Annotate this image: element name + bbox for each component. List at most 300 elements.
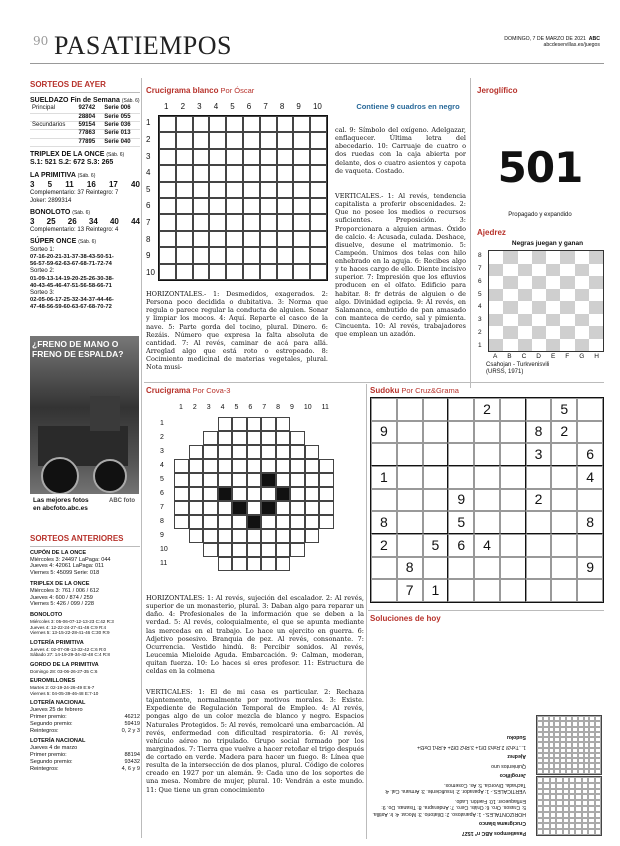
chess-square[interactable]	[503, 339, 517, 352]
chess-board[interactable]	[488, 250, 604, 352]
chess-square[interactable]	[575, 276, 589, 289]
sudoku-cell[interactable]	[526, 579, 552, 602]
grid-cell[interactable]	[243, 231, 260, 247]
sudoku-cell[interactable]	[423, 421, 449, 444]
chess-square[interactable]	[503, 251, 517, 264]
grid-cell[interactable]	[193, 116, 210, 132]
grid-cell[interactable]	[261, 557, 276, 571]
grid-cell[interactable]	[189, 445, 204, 459]
grid-cell[interactable]	[209, 182, 226, 198]
grid-cell[interactable]	[193, 132, 210, 148]
sudoku-cell[interactable]: 1	[371, 466, 397, 489]
grid-cell[interactable]	[305, 487, 320, 501]
promo-photo[interactable]	[30, 336, 139, 516]
grid-cell[interactable]	[193, 264, 210, 280]
grid-cell[interactable]	[305, 501, 320, 515]
grid-cell[interactable]	[218, 515, 233, 529]
chess-square[interactable]	[532, 276, 546, 289]
grid-cell[interactable]	[305, 459, 320, 473]
sudoku-cell[interactable]	[474, 579, 500, 602]
grid-cell[interactable]	[276, 431, 291, 445]
grid-cell[interactable]	[226, 149, 243, 165]
grid-cell[interactable]	[261, 543, 276, 557]
chess-square[interactable]	[575, 264, 589, 277]
grid-cell[interactable]	[277, 182, 294, 198]
grid-cell[interactable]	[193, 231, 210, 247]
grid-cell[interactable]	[261, 515, 276, 529]
grid-cell[interactable]	[193, 149, 210, 165]
grid-cell[interactable]	[277, 165, 294, 181]
chess-square[interactable]	[546, 326, 560, 339]
grid-cell[interactable]	[218, 431, 233, 445]
sudoku-cell[interactable]: 9	[448, 489, 474, 512]
chess-square[interactable]	[546, 314, 560, 327]
grid-cell[interactable]	[232, 529, 247, 543]
grid-cell[interactable]	[261, 487, 276, 501]
chess-square[interactable]	[589, 264, 603, 277]
chess-square[interactable]	[589, 289, 603, 302]
sudoku-cell[interactable]	[474, 421, 500, 444]
sudoku-grid[interactable]	[370, 397, 604, 603]
grid-cell[interactable]	[243, 182, 260, 198]
chess-square[interactable]	[503, 289, 517, 302]
sudoku-cell[interactable]	[397, 398, 423, 421]
sudoku-cell[interactable]	[397, 534, 423, 557]
chess-square[interactable]	[546, 339, 560, 352]
sudoku-cell[interactable]	[371, 557, 397, 580]
grid-cell[interactable]	[159, 247, 176, 263]
grid-cell[interactable]	[293, 165, 310, 181]
grid-cell[interactable]	[310, 165, 327, 181]
sudoku-cell[interactable]	[500, 443, 526, 466]
chess-square[interactable]	[560, 276, 574, 289]
sudoku-cell[interactable]	[526, 557, 552, 580]
grid-cell[interactable]	[293, 132, 310, 148]
grid-cell[interactable]	[260, 198, 277, 214]
chess-square[interactable]	[560, 301, 574, 314]
grid-cell[interactable]	[243, 264, 260, 280]
grid-cell[interactable]	[260, 231, 277, 247]
grid-cell[interactable]	[232, 473, 247, 487]
grid-cell[interactable]	[293, 198, 310, 214]
grid-cell[interactable]	[226, 132, 243, 148]
sudoku-cell[interactable]	[423, 398, 449, 421]
sudoku-cell[interactable]	[500, 466, 526, 489]
grid-cell[interactable]	[176, 116, 193, 132]
grid-cell[interactable]	[310, 182, 327, 198]
grid-cell[interactable]	[203, 543, 218, 557]
grid-cell[interactable]	[260, 149, 277, 165]
grid-cell[interactable]	[277, 149, 294, 165]
chess-square[interactable]	[589, 301, 603, 314]
chess-square[interactable]	[575, 339, 589, 352]
grid-cell[interactable]	[232, 445, 247, 459]
grid-cell[interactable]	[159, 165, 176, 181]
grid-cell[interactable]	[218, 417, 233, 431]
sudoku-cell[interactable]: 9	[371, 421, 397, 444]
grid-cell[interactable]	[290, 431, 305, 445]
grid-cell[interactable]	[293, 247, 310, 263]
grid-cell[interactable]	[247, 543, 262, 557]
grid-cell[interactable]	[290, 515, 305, 529]
sudoku-cell[interactable]	[474, 511, 500, 534]
grid-cell[interactable]	[305, 473, 320, 487]
grid-cell[interactable]	[319, 459, 334, 473]
grid-cell[interactable]	[232, 431, 247, 445]
grid-cell[interactable]	[176, 132, 193, 148]
grid-cell[interactable]	[247, 487, 262, 501]
grid-cell[interactable]	[193, 165, 210, 181]
grid-cell[interactable]	[277, 264, 294, 280]
chess-square[interactable]	[560, 339, 574, 352]
grid-cell[interactable]	[276, 473, 291, 487]
grid-cell[interactable]	[276, 487, 291, 501]
sudoku-cell[interactable]: 8	[371, 511, 397, 534]
grid-cell[interactable]	[176, 214, 193, 230]
grid-cell[interactable]	[209, 264, 226, 280]
sudoku-cell[interactable]	[474, 466, 500, 489]
chess-square[interactable]	[575, 289, 589, 302]
grid-cell[interactable]	[174, 473, 189, 487]
chess-square[interactable]	[560, 251, 574, 264]
grid-cell[interactable]	[310, 247, 327, 263]
grid-cell[interactable]	[261, 417, 276, 431]
sudoku-cell[interactable]	[577, 421, 603, 444]
grid-cell[interactable]	[293, 116, 310, 132]
sudoku-cell[interactable]	[577, 579, 603, 602]
grid-cell[interactable]	[209, 198, 226, 214]
grid-cell[interactable]	[247, 501, 262, 515]
grid-cell[interactable]	[310, 132, 327, 148]
grid-cell[interactable]	[260, 165, 277, 181]
promo-footer[interactable]	[30, 494, 139, 516]
chess-square[interactable]	[532, 289, 546, 302]
grid-cell[interactable]	[159, 264, 176, 280]
crucigrama-grid[interactable]	[174, 417, 334, 571]
grid-cell[interactable]	[276, 459, 291, 473]
grid-cell[interactable]	[277, 231, 294, 247]
sudoku-cell[interactable]: 5	[423, 534, 449, 557]
sudoku-cell[interactable]	[577, 489, 603, 512]
sudoku-cell[interactable]	[423, 489, 449, 512]
grid-cell[interactable]	[232, 501, 247, 515]
grid-cell[interactable]	[232, 487, 247, 501]
sudoku-cell[interactable]	[551, 579, 577, 602]
grid-cell[interactable]	[176, 247, 193, 263]
chess-square[interactable]	[489, 251, 503, 264]
grid-cell[interactable]	[261, 459, 276, 473]
grid-cell[interactable]	[174, 487, 189, 501]
sudoku-cell[interactable]	[371, 443, 397, 466]
chess-square[interactable]	[546, 276, 560, 289]
grid-cell[interactable]	[176, 165, 193, 181]
grid-cell[interactable]	[276, 445, 291, 459]
grid-cell[interactable]	[174, 515, 189, 529]
chess-square[interactable]	[560, 314, 574, 327]
grid-cell[interactable]	[261, 445, 276, 459]
sudoku-cell[interactable]	[448, 579, 474, 602]
sudoku-cell[interactable]: 6	[448, 534, 474, 557]
grid-cell[interactable]	[260, 247, 277, 263]
chess-square[interactable]	[503, 314, 517, 327]
sudoku-cell[interactable]	[448, 398, 474, 421]
sudoku-cell[interactable]: 8	[526, 421, 552, 444]
sudoku-cell[interactable]	[397, 489, 423, 512]
grid-cell[interactable]	[293, 264, 310, 280]
sudoku-cell[interactable]: 7	[397, 579, 423, 602]
grid-cell[interactable]	[189, 473, 204, 487]
chess-square[interactable]	[503, 326, 517, 339]
sudoku-cell[interactable]	[551, 511, 577, 534]
chess-square[interactable]	[532, 251, 546, 264]
grid-cell[interactable]	[319, 487, 334, 501]
sudoku-cell[interactable]	[577, 534, 603, 557]
grid-cell[interactable]	[193, 182, 210, 198]
sudoku-cell[interactable]: 3	[526, 443, 552, 466]
grid-cell[interactable]	[189, 459, 204, 473]
grid-cell[interactable]	[176, 182, 193, 198]
chess-square[interactable]	[589, 251, 603, 264]
grid-cell[interactable]	[247, 473, 262, 487]
chess-square[interactable]	[575, 251, 589, 264]
grid-cell[interactable]	[290, 473, 305, 487]
grid-cell[interactable]	[174, 501, 189, 515]
grid-cell[interactable]	[247, 515, 262, 529]
grid-cell[interactable]	[243, 149, 260, 165]
grid-cell[interactable]	[247, 557, 262, 571]
chess-square[interactable]	[518, 339, 532, 352]
grid-cell[interactable]	[209, 231, 226, 247]
grid-cell[interactable]	[276, 529, 291, 543]
grid-cell[interactable]	[277, 116, 294, 132]
grid-cell[interactable]	[203, 473, 218, 487]
grid-cell[interactable]	[243, 165, 260, 181]
sudoku-cell[interactable]	[371, 489, 397, 512]
grid-cell[interactable]	[176, 231, 193, 247]
sudoku-cell[interactable]	[397, 421, 423, 444]
sudoku-cell[interactable]	[423, 557, 449, 580]
grid-cell[interactable]	[176, 264, 193, 280]
sudoku-cell[interactable]	[397, 511, 423, 534]
sudoku-cell[interactable]: 2	[551, 421, 577, 444]
grid-cell[interactable]	[277, 247, 294, 263]
grid-cell[interactable]	[193, 247, 210, 263]
grid-cell[interactable]	[226, 198, 243, 214]
sudoku-cell[interactable]: 6	[577, 443, 603, 466]
sudoku-cell[interactable]	[526, 398, 552, 421]
grid-cell[interactable]	[218, 487, 233, 501]
sudoku-cell[interactable]	[448, 557, 474, 580]
grid-cell[interactable]	[226, 165, 243, 181]
sudoku-cell[interactable]	[448, 443, 474, 466]
grid-cell[interactable]	[290, 459, 305, 473]
grid-cell[interactable]	[261, 431, 276, 445]
chess-square[interactable]	[518, 276, 532, 289]
sudoku-cell[interactable]	[474, 443, 500, 466]
chess-square[interactable]	[503, 301, 517, 314]
grid-cell[interactable]	[232, 557, 247, 571]
grid-cell[interactable]	[276, 543, 291, 557]
sudoku-cell[interactable]: 4	[474, 534, 500, 557]
grid-cell[interactable]	[247, 445, 262, 459]
chess-square[interactable]	[489, 301, 503, 314]
grid-cell[interactable]	[159, 116, 176, 132]
chess-square[interactable]	[560, 264, 574, 277]
chess-square[interactable]	[518, 326, 532, 339]
grid-cell[interactable]	[247, 529, 262, 543]
chess-square[interactable]	[518, 289, 532, 302]
grid-cell[interactable]	[232, 417, 247, 431]
grid-cell[interactable]	[159, 149, 176, 165]
grid-cell[interactable]	[260, 116, 277, 132]
grid-cell[interactable]	[305, 445, 320, 459]
sudoku-cell[interactable]: 2	[474, 398, 500, 421]
sudoku-cell[interactable]	[551, 534, 577, 557]
grid-cell[interactable]	[277, 214, 294, 230]
grid-cell[interactable]	[305, 529, 320, 543]
sudoku-cell[interactable]	[551, 466, 577, 489]
grid-cell[interactable]	[159, 214, 176, 230]
sudoku-cell[interactable]	[474, 557, 500, 580]
chess-square[interactable]	[489, 326, 503, 339]
grid-cell[interactable]	[277, 198, 294, 214]
grid-cell[interactable]	[310, 116, 327, 132]
grid-cell[interactable]	[243, 198, 260, 214]
grid-cell[interactable]	[159, 132, 176, 148]
chess-square[interactable]	[503, 264, 517, 277]
grid-cell[interactable]	[276, 501, 291, 515]
grid-cell[interactable]	[260, 132, 277, 148]
grid-cell[interactable]	[159, 231, 176, 247]
grid-cell[interactable]	[189, 487, 204, 501]
grid-cell[interactable]	[218, 557, 233, 571]
grid-cell[interactable]	[277, 132, 294, 148]
sudoku-cell[interactable]: 5	[448, 511, 474, 534]
sudoku-cell[interactable]	[551, 443, 577, 466]
chess-square[interactable]	[489, 339, 503, 352]
grid-cell[interactable]	[203, 501, 218, 515]
chess-square[interactable]	[575, 314, 589, 327]
grid-cell[interactable]	[226, 264, 243, 280]
grid-cell[interactable]	[218, 445, 233, 459]
grid-cell[interactable]	[176, 198, 193, 214]
grid-cell[interactable]	[290, 543, 305, 557]
grid-cell[interactable]	[226, 116, 243, 132]
grid-cell[interactable]	[218, 529, 233, 543]
grid-cell[interactable]	[243, 132, 260, 148]
grid-cell[interactable]	[203, 445, 218, 459]
grid-cell[interactable]	[193, 214, 210, 230]
grid-cell[interactable]	[209, 165, 226, 181]
sudoku-cell[interactable]	[371, 398, 397, 421]
sudoku-cell[interactable]: 5	[551, 398, 577, 421]
grid-cell[interactable]	[209, 247, 226, 263]
grid-cell[interactable]	[226, 182, 243, 198]
chess-square[interactable]	[489, 289, 503, 302]
grid-cell[interactable]	[203, 431, 218, 445]
chess-square[interactable]	[560, 289, 574, 302]
grid-cell[interactable]	[310, 231, 327, 247]
sudoku-cell[interactable]	[500, 398, 526, 421]
grid-cell[interactable]	[310, 198, 327, 214]
grid-cell[interactable]	[209, 116, 226, 132]
sudoku-cell[interactable]	[577, 398, 603, 421]
grid-cell[interactable]	[232, 515, 247, 529]
chess-square[interactable]	[532, 339, 546, 352]
grid-cell[interactable]	[260, 182, 277, 198]
chess-square[interactable]	[532, 314, 546, 327]
grid-cell[interactable]	[243, 247, 260, 263]
grid-cell[interactable]	[209, 132, 226, 148]
chess-square[interactable]	[503, 276, 517, 289]
grid-cell[interactable]	[226, 231, 243, 247]
grid-cell[interactable]	[310, 214, 327, 230]
sudoku-cell[interactable]	[500, 534, 526, 557]
grid-cell[interactable]	[293, 231, 310, 247]
sudoku-cell[interactable]	[500, 511, 526, 534]
grid-cell[interactable]	[203, 515, 218, 529]
sudoku-cell[interactable]	[551, 489, 577, 512]
sudoku-cell[interactable]	[500, 421, 526, 444]
chess-square[interactable]	[532, 264, 546, 277]
chess-square[interactable]	[589, 314, 603, 327]
header-url[interactable]: abcdeservillas.es/juegos	[543, 42, 600, 49]
grid-cell[interactable]	[203, 529, 218, 543]
grid-cell[interactable]	[310, 264, 327, 280]
grid-cell[interactable]	[203, 487, 218, 501]
grid-cell[interactable]	[261, 529, 276, 543]
chess-square[interactable]	[489, 264, 503, 277]
sudoku-cell[interactable]	[371, 579, 397, 602]
sudoku-cell[interactable]	[397, 466, 423, 489]
chess-square[interactable]	[518, 264, 532, 277]
grid-cell[interactable]	[290, 529, 305, 543]
chess-square[interactable]	[518, 301, 532, 314]
chess-square[interactable]	[589, 276, 603, 289]
grid-cell[interactable]	[261, 501, 276, 515]
grid-cell[interactable]	[310, 149, 327, 165]
chess-square[interactable]	[560, 326, 574, 339]
grid-cell[interactable]	[319, 501, 334, 515]
grid-cell[interactable]	[189, 529, 204, 543]
chess-square[interactable]	[546, 264, 560, 277]
sudoku-cell[interactable]	[397, 443, 423, 466]
grid-cell[interactable]	[159, 198, 176, 214]
chess-square[interactable]	[546, 289, 560, 302]
chess-square[interactable]	[589, 326, 603, 339]
grid-cell[interactable]	[176, 149, 193, 165]
grid-cell[interactable]	[261, 473, 276, 487]
sudoku-cell[interactable]	[526, 511, 552, 534]
grid-cell[interactable]	[293, 214, 310, 230]
grid-cell[interactable]	[193, 198, 210, 214]
grid-cell[interactable]	[290, 445, 305, 459]
grid-cell[interactable]	[247, 459, 262, 473]
grid-cell[interactable]	[218, 459, 233, 473]
crucigrama-blanco-grid[interactable]	[158, 115, 328, 281]
sudoku-cell[interactable]	[423, 511, 449, 534]
grid-cell[interactable]	[174, 459, 189, 473]
sudoku-cell[interactable]	[474, 489, 500, 512]
grid-cell[interactable]	[226, 214, 243, 230]
chess-square[interactable]	[489, 276, 503, 289]
chess-square[interactable]	[518, 314, 532, 327]
sudoku-cell[interactable]	[500, 557, 526, 580]
grid-cell[interactable]	[218, 501, 233, 515]
sudoku-cell[interactable]: 8	[577, 511, 603, 534]
chess-square[interactable]	[532, 326, 546, 339]
grid-cell[interactable]	[232, 459, 247, 473]
